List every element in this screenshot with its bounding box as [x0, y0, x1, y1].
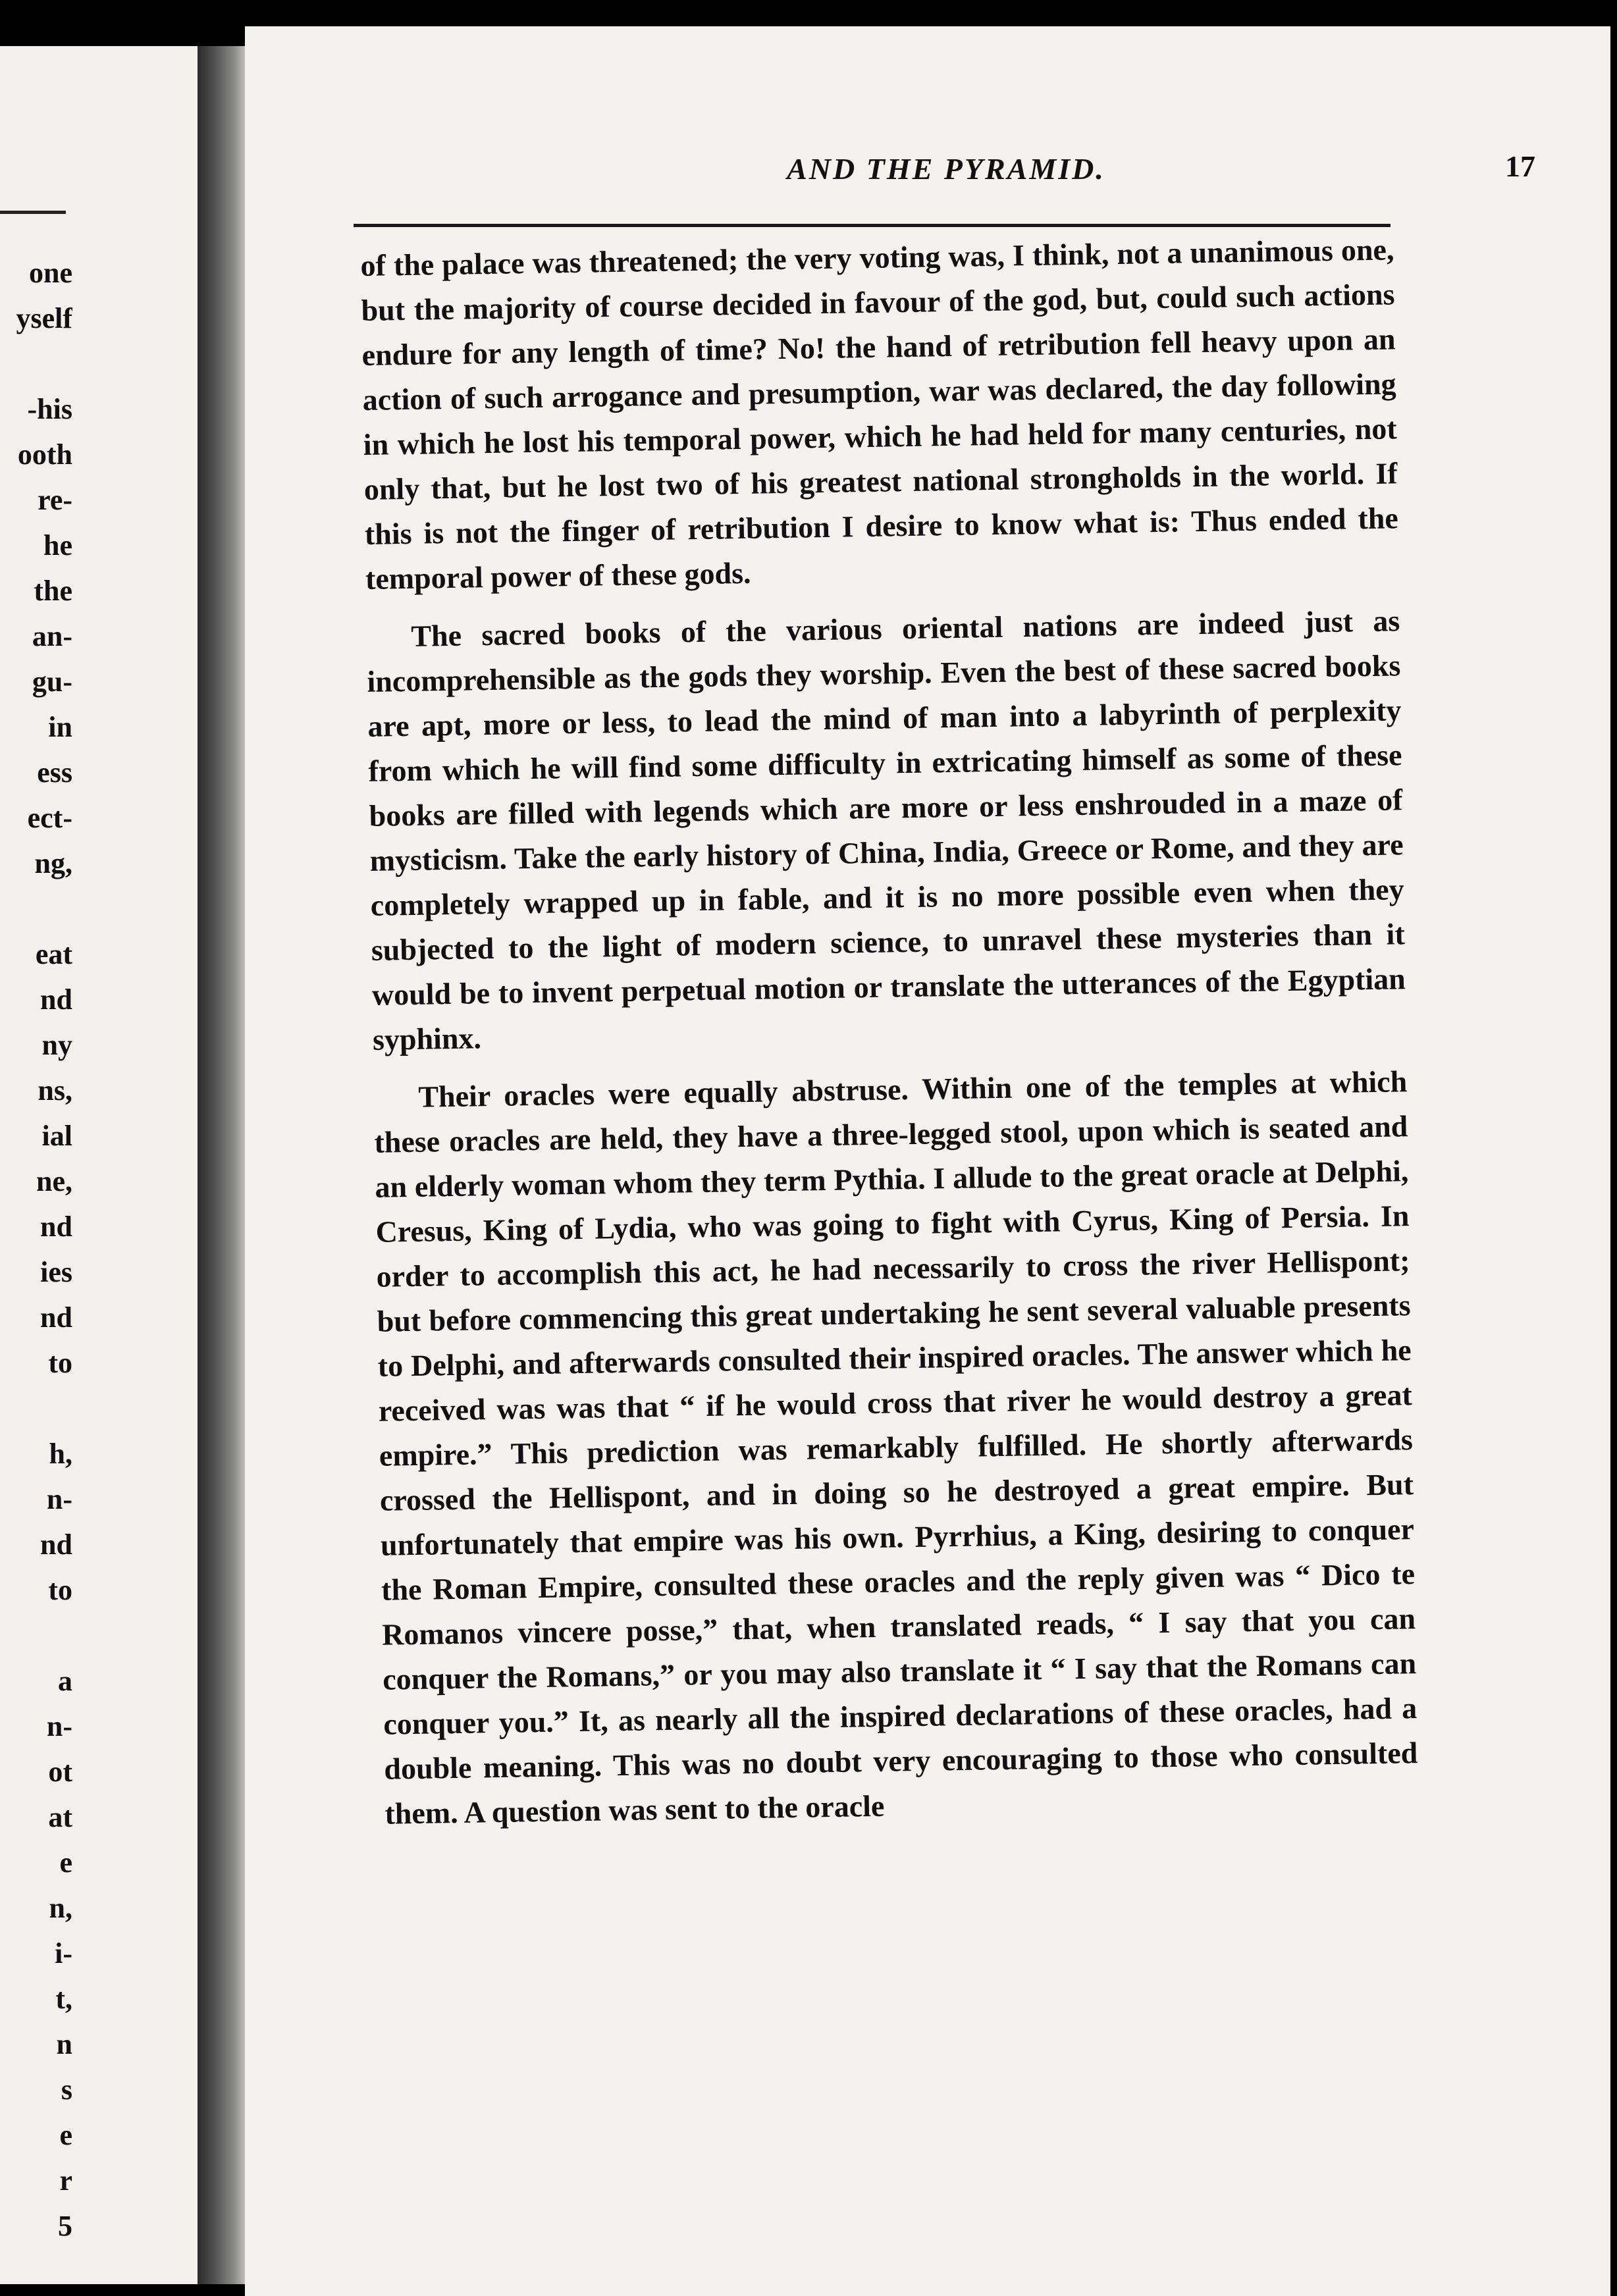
line-fragment: nd	[40, 1301, 72, 1334]
line-fragment: to	[48, 1347, 72, 1379]
line-fragment: ess	[37, 756, 72, 789]
line-fragment: a	[58, 1665, 72, 1697]
line-fragment: the	[34, 575, 72, 607]
line-fragment: r	[59, 2164, 72, 2197]
line-fragment: nd	[40, 1211, 72, 1243]
page-number: 17	[1505, 149, 1535, 183]
line-fragment: nd	[40, 983, 72, 1016]
paragraph: The sacred books of the various oriental nations are indeed just as incomprehensible as the gods they worship. Even the best of these sacred books are apt, more or less, to lead the mind of man into a labyrinth of perplexity from which he will find some difficulty in extricating himself as some of these books are filled with legends which are more or less enshrouded in a maze of mysticism. Take the early history of China, India, Greece or Rome, and they are completely wrapped up in fable, and it is no more possible even when they subjected to the light of modern science, to unravel these mysteries than it would be to invent perpetual motion or translate the utterances of the Egyptian syphinx.	[367, 604, 1406, 1057]
line-fragment	[0, 341, 72, 386]
line-fragment: ng,	[34, 847, 72, 879]
line-fragment: in	[48, 711, 72, 743]
line-fragment: ny	[41, 1029, 72, 1061]
line-fragment: ial	[41, 1120, 72, 1152]
line-fragment: ooth	[17, 438, 72, 471]
line-fragment: n,	[49, 1892, 72, 1924]
page-header	[344, 151, 1549, 211]
previous-page-edge	[0, 46, 209, 2284]
book-gutter-shadow	[198, 46, 250, 2284]
previous-page-header-rule	[0, 211, 66, 214]
page-17	[245, 26, 1610, 2296]
line-fragment: e	[59, 1846, 72, 1879]
line-fragment: n	[56, 2028, 72, 2060]
line-fragment: one	[29, 257, 72, 289]
line-fragment: i-	[55, 1937, 72, 1970]
line-fragment	[0, 1386, 72, 1431]
line-fragment: t,	[55, 1983, 72, 2015]
line-fragment: yself	[16, 302, 72, 334]
running-head: AND THE PYRAMID.	[787, 152, 1105, 186]
paragraph: of the palace was threatened; the very voting was, I think, not a unanimous one, but the majority of course decided in favour of the god, but, could such actions endure for any length of time? No! the hand of retribution fell heavy upon an action of such arrogance and presumption, war was declared, the day following in which he lost his temporal power, which he had held for many centuries, not only that, but he lost two of his greatest national strongholds in the world. If this is not the finger of retribution I desire to know what is: Thus ended the temporal power of these gods.	[360, 232, 1399, 596]
paragraph: Their oracles were equally abstruse. Within one of the temples at which these oracles are held, they have a three-legged stool, upon which is seated and an elderly woman whom they term Pythia. I allude to the great oracle at Delphi, Cresus, King of Lydia, who was going to fight with Cyrus, King of Persia. In order to accomplish this act, he had necessarily to cross the river Hellispont; but before commencing this great undertaking he sent several valuable presents to Delphi, and afterwards consulted their inspired oracles. The answer which he received was was that “ if he would cross that river he would destroy a great empire.” This prediction was remarkably fulfilled. He shortly afterwards crossed the Hellispont, and in doing so he destroyed a great empire. But unfortunately that empire was his own. Pyrrhius, a King, desiring to conquer the Roman Empire, consulted these oracles and the reply given was “ Dico te Romanos vincere posse,” that, when translated reads, “ I say that you can conquer the Romans,” or you may also translate it “ I say that the Romans can conquer you.” It, as nearly all the inspired declarations of these oracles, had a double meaning. This was no doubt very encouraging to those who consulted them. A question was sent to the oracle	[374, 1064, 1418, 1831]
line-fragment: ies	[40, 1256, 72, 1288]
line-fragment: h,	[49, 1438, 72, 1470]
line-fragment: 5	[58, 2210, 72, 2242]
line-fragment: to	[48, 1574, 72, 1606]
line-fragment: -his	[27, 393, 72, 425]
body-text	[360, 227, 1424, 2198]
header-rule	[354, 224, 1391, 227]
line-fragment	[0, 886, 72, 931]
previous-page-line-fragments	[0, 250, 72, 2249]
line-fragment: he	[43, 529, 72, 561]
line-fragment: ne,	[36, 1165, 72, 1197]
line-fragment: nd	[40, 1528, 72, 1561]
line-fragment: at	[48, 1801, 72, 1833]
line-fragment: n-	[46, 1710, 72, 1742]
line-fragment: an-	[32, 620, 72, 652]
line-fragment: re-	[38, 484, 72, 516]
line-fragment	[0, 1613, 72, 1658]
line-fragment: gu-	[32, 665, 72, 698]
line-fragment: eat	[35, 938, 72, 970]
line-fragment: e	[59, 2119, 72, 2151]
line-fragment: s	[61, 2074, 72, 2106]
line-fragment: n-	[46, 1483, 72, 1515]
line-fragment: ect-	[27, 802, 72, 834]
line-fragment: ot	[48, 1756, 72, 1788]
line-fragment: ns,	[38, 1074, 72, 1107]
